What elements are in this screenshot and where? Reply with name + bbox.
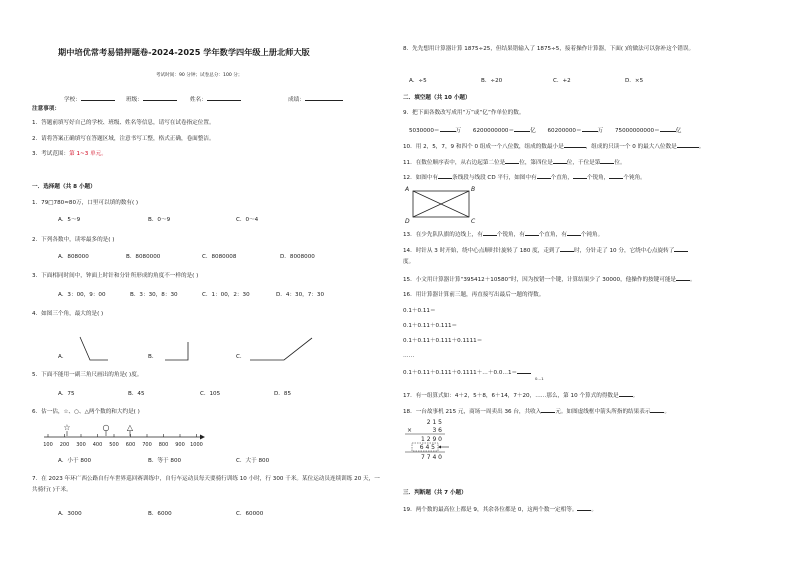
rect-label: C <box>471 218 476 225</box>
option[interactable]: B．0～9 <box>148 217 171 223</box>
option[interactable]: B．45 <box>128 391 145 397</box>
option[interactable]: C．1：00，2：30 <box>202 292 250 298</box>
option[interactable]: B．8080000 <box>126 254 161 260</box>
number-line-label: 200 <box>59 442 70 448</box>
vertical-multiplication <box>397 416 477 472</box>
option[interactable]: C．+2 <box>553 78 571 84</box>
question-15: 15．小文用计算器计算“395412＋10580”时，因为按错一个键，计算结果少了 30000，他操作的按键可能是 。 <box>403 277 696 283</box>
question-9: 9．把下面各数改写成用“万”或“亿”作单位的数。 <box>403 110 525 116</box>
number-line-label: 100 <box>43 442 53 448</box>
rect-label: A <box>405 186 410 193</box>
question-6: 6．估一估，☆、○、△两个数的和大约是( ) <box>32 409 140 415</box>
angle-a-figure <box>80 337 108 360</box>
exam-title: 期中培优常考易错押题卷-2024-2025 学年数学四年级上册北师大版 <box>58 47 310 57</box>
question-14: 14．时针从 3 时开始，绕中心点顺时针旋转了 180 度，走到了 时，分针走了 10 分，它绕中心点旋转了 <box>403 246 688 255</box>
option[interactable]: A．5～9 <box>58 217 81 223</box>
option[interactable]: C．大于 800 <box>236 458 270 464</box>
option[interactable]: C．105 <box>200 391 221 397</box>
question-12: 12．如图中有 条线段与线段 CD 平行，如图中有 个直角， 个锐角， 个钝角。 <box>403 175 646 181</box>
option[interactable]: D．85 <box>274 391 292 397</box>
question-1: 1．79□780≈80万，口里可以填的数有( ) <box>32 200 139 206</box>
section-fill-heading: 二．填空题（共 10 小题） <box>403 95 471 101</box>
calc-row: 6 4 5 <box>419 444 435 451</box>
rectangle-figure <box>403 183 483 225</box>
number-line-ticks <box>43 434 203 448</box>
option[interactable]: A．75 <box>58 391 75 397</box>
number-line-label: 800 <box>158 442 169 448</box>
option[interactable]: B． <box>148 354 158 360</box>
option[interactable]: A． <box>58 354 68 360</box>
angle-c-figure <box>250 338 312 360</box>
star-icon: ☆ <box>63 423 71 432</box>
triangle-icon: △ <box>126 423 134 432</box>
question-4: 4．如图三个角，最大的是( ) <box>32 311 104 317</box>
option[interactable]: D．8008000 <box>280 254 315 260</box>
option[interactable]: D．×5 <box>625 78 644 84</box>
question-5: 5．下面不能用一副三角尺画出的角是( )度。 <box>32 372 143 378</box>
question-13: 13．在少先队队旗的边线上，有 个锐角，有 个直角，有 个钝角。 <box>403 232 604 238</box>
number-line-label: 900 <box>175 442 185 448</box>
q16-line: …… <box>403 353 415 359</box>
question-18: 18．一台故事机 215 元，商场一周卖出 36 台，共收入 元。如图虚线框中箭头所指的结果表示 。 <box>403 409 671 415</box>
question-11: 11．在数位顺序表中，从右边起第二位是 位，第四位是 位，千位是第 位。 <box>403 160 626 166</box>
question-9-items: 5030000＝ 万 6200000000＝ 亿 60200000＝ 万 75000000000＝ 亿 <box>409 128 682 134</box>
option[interactable]: C．60000 <box>236 511 264 517</box>
q16-line: 0.1＋0.11＋0.111＋0.1111＋…＋0.0…1＝ <box>403 368 531 377</box>
question-3: 3．下面相同时间中，钟面上时针和分针所形成的角度不一样的是( ) <box>32 273 199 279</box>
option[interactable]: A．小于 800 <box>58 458 92 464</box>
exam-info: 考试时间：90 分钟；试卷总分：100 分； <box>156 73 243 78</box>
arrow-icon <box>200 435 205 440</box>
option[interactable]: A．808000 <box>58 254 89 260</box>
q16-line: 0.1＋0.11＋0.111＝ <box>403 323 458 329</box>
rect-label: D <box>405 218 410 225</box>
number-line-label: 500 <box>109 442 119 448</box>
angle-b-figure <box>165 342 188 360</box>
calc-row: 1 2 9 0 <box>421 436 442 443</box>
option[interactable]: B．÷20 <box>481 78 503 84</box>
question-19: 19．两个数的最高位上都是 9，其余各位都是 0，这两个数一定相等。 。 <box>403 507 598 513</box>
question-8: 8．先先想用计算器计算 1875÷25，但结果错输入了 1875÷5，接着操作计算器，下面( )的做法可以弥补这个错误。 <box>403 46 695 52</box>
calc-row: 3 6 <box>432 427 442 434</box>
number-line-label: 700 <box>142 442 152 448</box>
number-line-label: 600 <box>125 442 136 448</box>
notice-heading: 注意事项： <box>32 106 60 112</box>
question-10: 10．用 2，5，7，9 和四个 0 组成一个八位数，组成的数最小是 ，组成的只读一个 0 的最大八位数是 。 <box>403 144 705 150</box>
notice-item: 2．请将答案正确填写在答题区域，注意书写工整，格式正确，卷面整洁。 <box>32 136 215 142</box>
q16-subscript: 0…1 <box>535 376 544 381</box>
question-2: 2．下列各数中，读零最多的是( ) <box>32 237 115 243</box>
question-14-cont: 度。 <box>403 259 415 265</box>
option[interactable]: D．4：30，7：30 <box>276 292 325 298</box>
class-field[interactable]: 班级： <box>126 95 177 104</box>
option[interactable]: A．3000 <box>58 511 82 517</box>
question-7: 7．在 2023 年环广西公路自行车世界巡回赛训练中，自行车运动员每天要骑行训练 10 小时，行 300 千米。某位运动员连续训练 20 天，一共骑行( )千米。 <box>32 476 380 493</box>
option[interactable]: B．6000 <box>148 511 172 517</box>
calc-row: 2 1 5 <box>426 419 442 426</box>
times-icon: × <box>407 427 413 434</box>
score-field[interactable]: 成绩： <box>288 95 343 104</box>
number-line-label: 300 <box>76 442 86 448</box>
option[interactable]: B．3：30，8：30 <box>130 292 178 298</box>
rect-label: B <box>471 186 476 193</box>
q16-line: 0.1＋0.11＝ <box>403 308 436 314</box>
notice-item: 1．答题前填写好自己的学校、班级、姓名等信息，请写在试卷指定位置。 <box>32 120 215 126</box>
section-choice-heading: 一．选择题（共 8 小题） <box>32 184 96 190</box>
number-line <box>0 420 397 454</box>
option[interactable]: C．8080008 <box>202 254 237 260</box>
question-17: 17．有一组算式如：4＋2，5＋8，6＋14，7＋20，……那么，第 10 个算式的得数是 。 <box>403 393 639 399</box>
section-judge-heading: 三．判断题（共 7 小题） <box>403 490 467 496</box>
option[interactable]: B．等于 800 <box>148 458 182 464</box>
number-line-label: 400 <box>92 442 103 448</box>
option[interactable]: C．0～4 <box>236 217 259 223</box>
option[interactable]: A．3：00，9：00 <box>58 292 106 298</box>
circle-icon: ○ <box>102 423 110 432</box>
question-16: 16．用计算器计算前三题，再直接写出最后一题的得数。 <box>403 292 545 298</box>
number-line-label: 1000 <box>190 442 203 448</box>
option[interactable]: C． <box>236 354 246 360</box>
calc-row: 7 7 4 0 <box>421 454 442 461</box>
name-field[interactable]: 姓名： <box>190 95 241 104</box>
q16-line: 0.1＋0.11＋0.111＋0.1111＝ <box>403 338 483 344</box>
notice-item: 3．考试范围：第 1~3 单元。 <box>32 151 107 157</box>
school-field[interactable]: 学校： <box>64 95 115 104</box>
option[interactable]: A．÷5 <box>409 78 427 84</box>
